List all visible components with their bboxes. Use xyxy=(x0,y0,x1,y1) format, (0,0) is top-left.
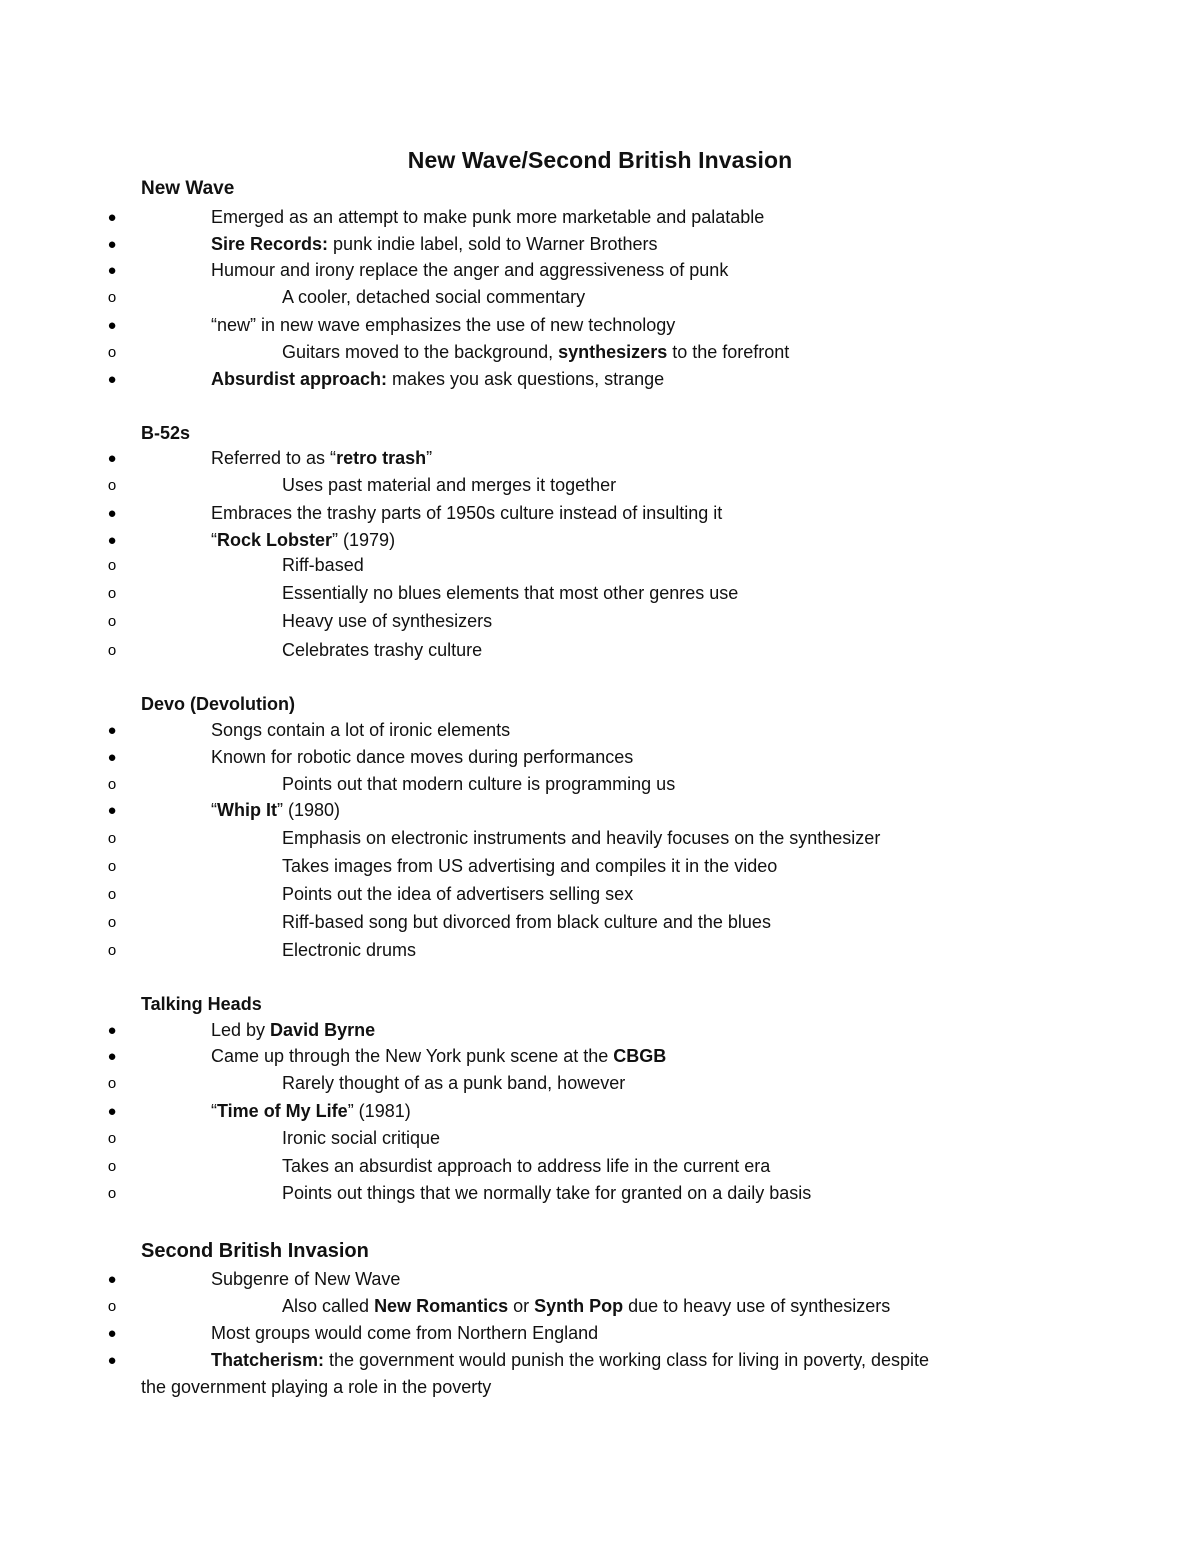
list-item-text: Points out that modern culture is programming us xyxy=(282,774,676,794)
list-item-text: Sire Records: punk indie label, sold to Warner Brothers xyxy=(211,234,658,254)
list-item xyxy=(0,937,1200,964)
list-item-text: Absurdist approach: makes you ask questions, strange xyxy=(211,369,665,389)
bullet-icon: ● xyxy=(107,749,117,766)
list-item-text: Led by David Byrne xyxy=(211,1020,376,1040)
list-item xyxy=(0,1347,1200,1374)
list-item xyxy=(0,1320,1200,1347)
list-item-text: Most groups would come from Northern England xyxy=(211,1323,599,1343)
circle-bullet-icon: o xyxy=(107,1075,117,1092)
list-item xyxy=(0,1153,1200,1180)
section-heading-second-british-invasion: Second British Invasion xyxy=(141,1240,369,1262)
list-item-text: Takes an absurdist approach to address life in the current era xyxy=(282,1156,771,1176)
bullet-icon: ● xyxy=(107,236,117,253)
list-item xyxy=(0,637,1200,664)
section-heading-devo: Devo (Devolution) xyxy=(141,694,296,714)
list-item-text: Came up through the New York punk scene at the CBGB xyxy=(211,1046,667,1066)
list-item xyxy=(0,771,1200,798)
circle-bullet-icon: o xyxy=(107,942,117,959)
list-item-text: Rarely thought of as a punk band, however xyxy=(282,1073,626,1093)
list-item xyxy=(0,445,1200,472)
list-item xyxy=(0,500,1200,527)
list-item-text: Referred to as “retro trash” xyxy=(211,448,433,468)
bullet-icon: ● xyxy=(107,1271,117,1288)
list-item xyxy=(0,825,1200,852)
bullet-icon: ● xyxy=(107,722,117,739)
bullet-icon: ● xyxy=(107,209,117,226)
circle-bullet-icon: o xyxy=(107,585,117,602)
circle-bullet-icon: o xyxy=(107,613,117,630)
list-item-text: Essentially no blues elements that most other genres use xyxy=(282,583,739,603)
list-item-text: Emphasis on electronic instruments and heavily focuses on the synthesizer xyxy=(282,828,881,848)
list-item xyxy=(0,1125,1200,1152)
bullet-icon: ● xyxy=(107,317,117,334)
list-item-text: Takes images from US advertising and compiles it in the video xyxy=(282,856,778,876)
bullet-icon: ● xyxy=(107,532,117,549)
list-item-text: “Time of My Life” (1981) xyxy=(211,1101,411,1121)
list-item xyxy=(0,552,1200,579)
circle-bullet-icon: o xyxy=(107,830,117,847)
bullet-icon: ● xyxy=(107,505,117,522)
list-item-text: Uses past material and merges it together xyxy=(282,475,617,495)
list-item-text: Electronic drums xyxy=(282,940,417,960)
list-item xyxy=(0,1017,1200,1044)
circle-bullet-icon: o xyxy=(107,1298,117,1315)
list-item-text: Points out the idea of advertisers selling sex xyxy=(282,884,634,904)
list-item xyxy=(0,472,1200,499)
list-item xyxy=(0,1098,1200,1125)
list-item-text: Emerged as an attempt to make punk more marketable and palatable xyxy=(211,207,765,227)
list-item xyxy=(0,1180,1200,1207)
list-item-text: Guitars moved to the background, synthesizers to the forefront xyxy=(282,342,790,362)
list-item xyxy=(0,284,1200,311)
list-item xyxy=(0,853,1200,880)
bullet-icon: ● xyxy=(107,1103,117,1120)
list-item-text: Points out things that we normally take for granted on a daily basis xyxy=(282,1183,812,1203)
list-item xyxy=(0,257,1200,284)
list-item-text: Known for robotic dance moves during performances xyxy=(211,747,634,767)
list-item xyxy=(0,580,1200,607)
list-item xyxy=(0,881,1200,908)
list-item-text: Also called New Romantics or Synth Pop due to heavy use of synthesizers xyxy=(282,1296,891,1316)
circle-bullet-icon: o xyxy=(107,1185,117,1202)
list-item xyxy=(0,797,1200,824)
list-item-text: Subgenre of New Wave xyxy=(211,1269,401,1289)
circle-bullet-icon: o xyxy=(107,557,117,574)
circle-bullet-icon: o xyxy=(107,344,117,361)
bullet-icon: ● xyxy=(107,371,117,388)
circle-bullet-icon: o xyxy=(107,477,117,494)
circle-bullet-icon: o xyxy=(107,914,117,931)
list-item-text: Riff-based xyxy=(282,555,364,575)
bullet-icon: ● xyxy=(107,1352,117,1369)
list-item-text: Riff-based song but divorced from black culture and the blues xyxy=(282,912,771,932)
list-item xyxy=(0,1070,1200,1097)
circle-bullet-icon: o xyxy=(107,289,117,306)
circle-bullet-icon: o xyxy=(107,886,117,903)
list-item xyxy=(0,1293,1200,1320)
bullet-icon: ● xyxy=(107,802,117,819)
bullet-icon: ● xyxy=(107,450,117,467)
list-item-text: Thatcherism: the government would punish the working class for living in poverty, despite xyxy=(211,1350,930,1370)
section-heading-b52s: B-52s xyxy=(141,423,191,443)
list-item-text: Heavy use of synthesizers xyxy=(282,611,493,631)
list-item-text: “Whip It” (1980) xyxy=(211,800,341,820)
list-item xyxy=(0,339,1200,366)
list-item-text: Humour and irony replace the anger and aggressiveness of punk xyxy=(211,260,729,280)
list-item xyxy=(0,204,1200,231)
circle-bullet-icon: o xyxy=(107,1130,117,1147)
circle-bullet-icon: o xyxy=(107,776,117,793)
list-item xyxy=(0,527,1200,554)
bullet-icon: ● xyxy=(107,1325,117,1342)
list-item-text: Ironic social critique xyxy=(282,1128,441,1148)
section-heading-talking-heads: Talking Heads xyxy=(141,994,262,1014)
list-item xyxy=(0,909,1200,936)
circle-bullet-icon: o xyxy=(107,642,117,659)
bullet-icon: ● xyxy=(107,262,117,279)
bullet-icon: ● xyxy=(107,1048,117,1065)
list-item-text: “new” in new wave emphasizes the use of new technology xyxy=(211,315,676,335)
list-item-text: “Rock Lobster” (1979) xyxy=(211,530,396,550)
list-item xyxy=(0,608,1200,635)
list-item xyxy=(0,312,1200,339)
list-item-text: A cooler, detached social commentary xyxy=(282,287,586,307)
list-item-text: Celebrates trashy culture xyxy=(282,640,483,660)
bullet-icon: ● xyxy=(107,1022,117,1039)
list-item xyxy=(0,1266,1200,1293)
circle-bullet-icon: o xyxy=(107,1158,117,1175)
list-item-text: Songs contain a lot of ironic elements xyxy=(211,720,511,740)
list-item xyxy=(0,744,1200,771)
list-item xyxy=(0,1043,1200,1070)
list-item xyxy=(0,231,1200,258)
page-title: New Wave/Second British Invasion xyxy=(407,147,793,173)
circle-bullet-icon: o xyxy=(107,858,117,875)
list-item-continuation: the government playing a role in the poverty xyxy=(141,1377,492,1397)
list-item xyxy=(0,366,1200,393)
list-item xyxy=(0,717,1200,744)
section-heading-new-wave: New Wave xyxy=(141,178,235,199)
list-item-text: Embraces the trashy parts of 1950s culture instead of insulting it xyxy=(211,503,723,523)
